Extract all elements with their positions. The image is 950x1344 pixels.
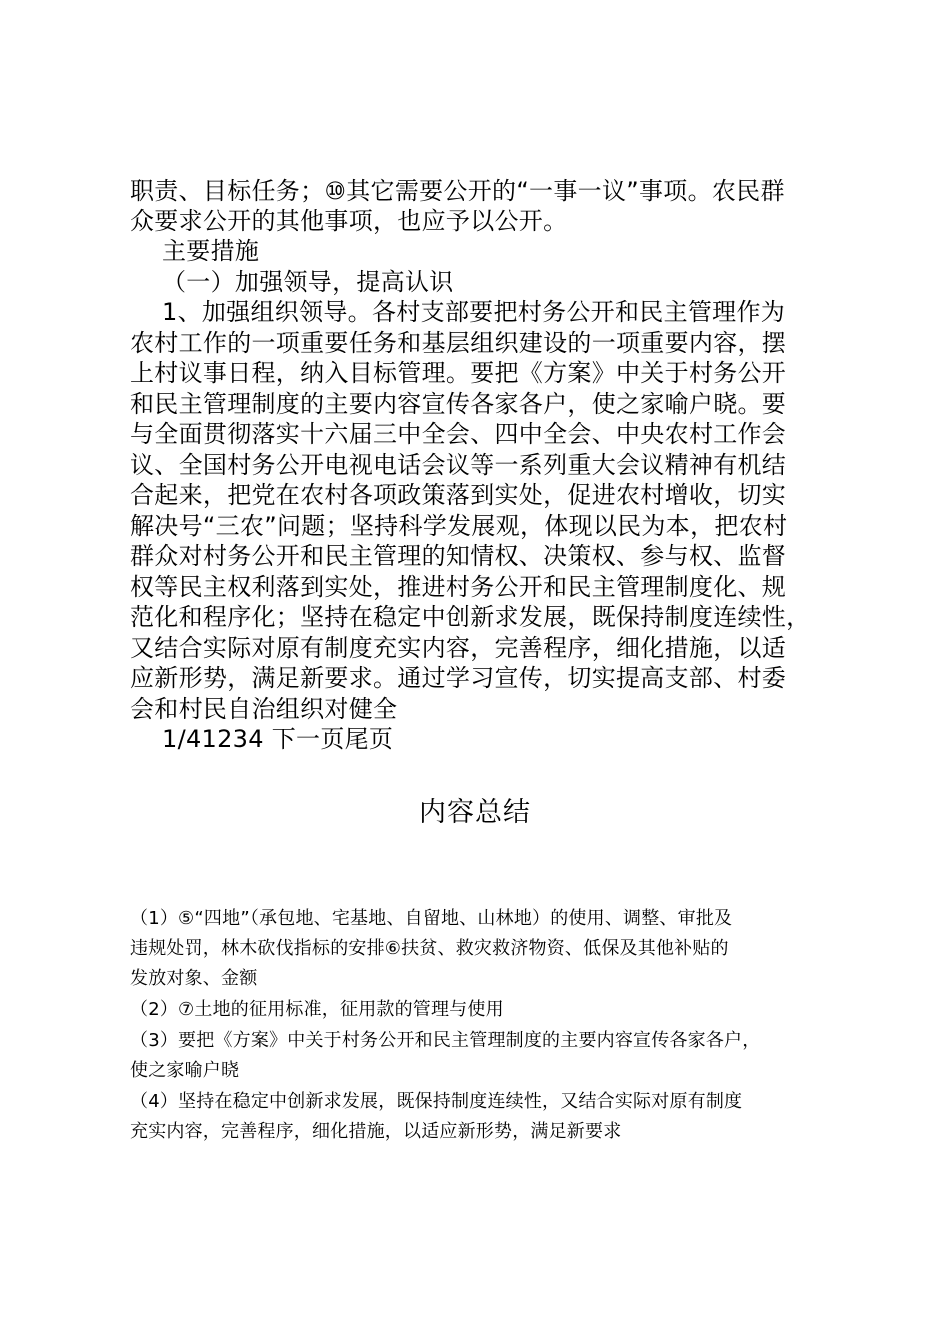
body-line: 1、加强组织领导。各村支部要把村务公开和民主管理作为 — [162, 298, 786, 326]
summary-line: （2）⑦土地的征用标准，征用款的管理与使用 — [130, 999, 504, 1020]
body-line: 与全面贯彻落实十六届三中全会、四中全会、中央农村工作会 — [130, 420, 787, 448]
summary-line: 使之家喻户晓 — [130, 1060, 240, 1081]
body-line: 解决号“三农”问题；坚持科学发展观，体现以民为本，把农村 — [130, 512, 788, 540]
body-line: 议、全国村务公开电视电话会议等一系列重大会议精神有机结 — [130, 451, 787, 479]
section-heading: 主要措施 — [162, 237, 260, 265]
summary-line: 违规处罚，林木砍伐指标的安排⑥扶贫、救灾救济物资、低保及其他补贴的 — [130, 938, 729, 959]
summary-line: 发放对象、金额 — [130, 968, 258, 989]
body-line: 又结合实际对原有制度充实内容，完善程序，细化措施，以适 — [130, 634, 787, 662]
summary-line: （4）坚持在稳定中创新求发展，既保持制度连续性，又结合实际对原有制度 — [130, 1091, 743, 1112]
summary-title: 内容总结 — [419, 797, 531, 828]
body-line: 职责、目标任务；⑩其它需要公开的“一事一议”事项。农民群 — [130, 177, 785, 205]
body-line: 众要求公开的其他事项，也应予以公开。 — [130, 207, 568, 235]
summary-line: 充实内容，完善程序，细化措施，以适应新形势，满足新要求 — [130, 1121, 622, 1142]
body-line: 群众对村务公开和民主管理的知情权、决策权、参与权、监督 — [130, 542, 787, 570]
pagination[interactable]: 1/41234 下一页尾页 — [162, 725, 394, 753]
body-line: 上村议事日程，纳入目标管理。要把《方案》中关于村务公开 — [130, 359, 787, 387]
body-line: 会和村民自治组织对健全 — [130, 695, 398, 723]
subsection-heading: （一）加强领导，提高认识 — [162, 268, 454, 296]
summary-line: （3）要把《方案》中关于村务公开和民主管理制度的主要内容宣传各家各户， — [130, 1030, 761, 1051]
body-line: 合起来，把党在农村各项政策落到实处，促进农村增收，切实 — [130, 481, 787, 509]
body-line: 农村工作的一项重要任务和基层组织建设的一项重要内容，摆 — [130, 329, 787, 357]
body-line: 权等民主权利落到实处，推进村务公开和民主管理制度化、规 — [130, 573, 787, 601]
summary-line: （1）⑤“四地”（承包地、宅基地、自留地、山林地）的使用、调整、审批及 — [130, 908, 733, 929]
body-line: 应新形势，满足新要求。通过学习宣传，切实提高支部、村委 — [130, 664, 787, 692]
body-line: 范化和程序化；坚持在稳定中创新求发展，既保持制度连续性， — [130, 603, 811, 631]
body-line: 和民主管理制度的主要内容宣传各家各户，使之家喻户晓。要 — [130, 390, 787, 418]
